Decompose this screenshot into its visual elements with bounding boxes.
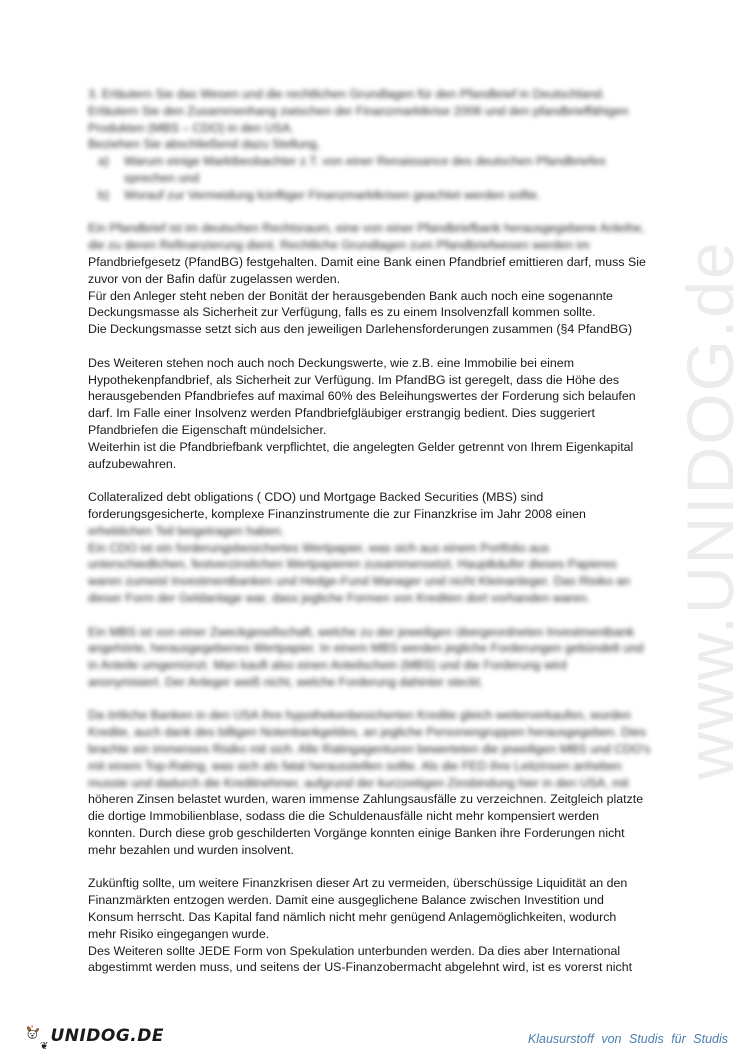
- text-line: Warum einige Marktbeobachter z.T. von einer Renaissance des deutschen Pfandbriefes: [124, 154, 606, 169]
- text-line: herausgebenden Pfandbriefes auf maximal 60% des Beleihungswertes der Forderung sich belaufen: [88, 389, 636, 404]
- text-line: in Anteile umgemünzt. Man kauft also einen Anteilschein (MBS) und die Forderung wird: [88, 658, 567, 673]
- text-line: Des Weiteren sollte JEDE Form von Spekulation unterbunden werden. Da dies aber International: [88, 943, 621, 958]
- list-marker: a): [98, 154, 110, 169]
- text-line: aufzubewahren.: [88, 456, 177, 471]
- text-line: die zu deren Refinanzierung dient. Rechtliche Grundlagen zum Pfandbriefwesen werden im: [88, 238, 590, 253]
- task-question: [88, 86, 658, 204]
- paragraph-mbs: [88, 624, 658, 691]
- paragraph-zukunft: [88, 875, 658, 976]
- text-line: anonymisiert. Der Anleger weiß nicht, welche Forderung dahinter steckt.: [88, 674, 484, 689]
- text-line: die dortige Immobilienblase, sodass die die Schuldenausfälle nicht mehr kompensiert werden: [88, 809, 600, 824]
- text-line: forderungsgesicherte, komplexe Finanzinstrumente die zur Finanzkrise im Jahr 2008 einen: [88, 506, 586, 521]
- text-line: Ein CDO ist ein forderungsbesichertes Wertpapier, was sich aus einem Portfolio aus: [88, 540, 550, 555]
- footer-slogan: Klausurstoff von Studis für Studis: [527, 1032, 728, 1046]
- text-line: 3. Erläutern Sie das Wesen und die rechtlichen Grundlagen für den Pfandbrief in Deutschland.: [88, 87, 606, 101]
- text-line: mehr Risiko eingegangen wurde.: [88, 926, 270, 941]
- text-line: Finanzmärkten entzogen werden. Damit eine ausgeglichene Balance zwischen Investition und: [88, 893, 604, 908]
- list-item: [88, 187, 658, 204]
- paragraph-cdo-mbs: [88, 489, 658, 607]
- watermark-text: www.UNIDOG.de: [673, 240, 747, 780]
- logo-text: UNIDOG.DE: [50, 1026, 164, 1046]
- text-line: dieser Form der Geldanlage war, dass jegliche Formen von Krediten dort vorhanden waren.: [88, 590, 591, 605]
- text-line: brachte ein immenses Risiko mit sich. Alle Ratingagenturen bewerteten die jeweiligen MBS und CDO's: [88, 742, 651, 757]
- list-item: [88, 153, 658, 187]
- paragraph-krise: [88, 707, 658, 858]
- text-line: mehr bezahlen und wurden insolvent.: [88, 842, 294, 857]
- text-line: abgestimmt werden muss, und seitens der US-Finanzobermacht abgelehnt wird, ist es vorerst nicht: [88, 960, 633, 975]
- text-line: darf. Im Falle einer Insolvenz werden Pfandbriefgläubiger erstrangig bedient. Dies suggeriert: [88, 406, 595, 421]
- text-line: zuvor von der Bafin dafür zugelassen werden.: [88, 271, 341, 286]
- paw-icon: ❦: [40, 1041, 49, 1052]
- text-line: Die Deckungsmasse setzt sich aus den jeweiligen Darlehensforderungen zusammen (§4 PfandBG): [88, 322, 633, 337]
- text-line: Erläutern Sie den Zusammenhang zwischen der Finanzmarktkrise 2008 und den pfandbrieffähigen: [88, 103, 629, 118]
- text-line: angehörte, herausgegebenes Wertpapier. In einem MBS werden jegliche Forderungen gebündelt und: [88, 641, 644, 656]
- text-line: waren zumeist Investmentbanken und Hedge-Fund Manager und nicht Kleinanleger. Das Risiko an: [88, 574, 631, 589]
- text-line: Ein Pfandbrief ist im deutschen Rechtsraum, eine von einer Pfandbriefbank herausgegebene Anleihe,: [88, 221, 645, 236]
- paragraph-deckungswerte: [88, 355, 658, 473]
- text-line: Weiterhin ist die Pfandbriefbank verpflichtet, die angelegten Gelder getrennt von Ihrem Eigenkapital: [88, 439, 634, 454]
- unidog-logo[interactable]: [24, 1012, 164, 1052]
- text-line: Ein MBS ist von einer Zweckgesellschaft, welche zu der jeweiligen übergeordneten Investmentbank: [88, 624, 635, 639]
- text-line: Hypothekenpfandbrief, als Sicherheit zur Verfügung. Im PfandBG ist geregelt, dass die Höhe des: [88, 372, 620, 387]
- text-line: Für den Anleger steht neben der Bonität der herausgebenden Bank auch noch eine sogenannte: [88, 288, 613, 303]
- text-line: mit einem Top-Rating, was sich als fatal herausstellen sollte. Als die FED ihre Leitzinsen anheben: [88, 758, 622, 773]
- text-line: unterschiedlichen, festverzinslichen Wertpapieren zusammensetzt. Hauptkäufer dieses Papieres: [88, 557, 617, 572]
- text-line: musste und dadurch die Kreditnehmer, aufgrund der kurzzeitigen Zinsbindung hier in den USA, mit: [88, 775, 629, 790]
- text-line: Kredite, auch dank des billigen Notenbankgeldes, an jegliche Personengruppen herausgegeben. Dies: [88, 725, 646, 740]
- dog-icon: [24, 1012, 40, 1052]
- text-line: Zukünftig sollte, um weitere Finanzkrisen dieser Art zu vermeiden, überschüssige Liquidität an den: [88, 876, 628, 891]
- text-line: Da örtliche Banken in den USA ihre hypothekenbesicherten Kredite gleich weiterverkaufen, wurden: [88, 708, 631, 723]
- text-line: Deckungsmasse als Sicherheit zur Verfügung, falls es zu einem Insolvenzfall kommen sollte.: [88, 305, 596, 320]
- text-line: Pfandbriefgesetz (PfandBG) festgehalten. Damit eine Bank einen Pfandbrief emittieren darf, muss Sie: [88, 254, 646, 269]
- list-text: [124, 187, 658, 204]
- text-line: Produkten (MBS – CDO) in den USA.: [88, 120, 294, 135]
- text-line: höheren Zinsen belastet wurden, waren immense Zahlungsausfälle zu verzeichnen. Zeitgleich platzte: [88, 792, 644, 807]
- text-line: konnten. Durch diese grob geschilderten Vorgänge konnten einige Banken ihre Forderungen nicht: [88, 826, 625, 841]
- list-marker: b): [98, 187, 110, 202]
- text-line: erheblichen Teil beigetragen haben.: [88, 523, 285, 538]
- text-line: Collateralized debt obligations ( CDO) und Mortgage Backed Securities (MBS) sind: [88, 490, 544, 505]
- text-line: sprechen und: [124, 170, 200, 185]
- paragraph-pfandbrief: [88, 220, 658, 338]
- text-line: Beziehen Sie abschließend dazu Stellung,: [88, 137, 321, 152]
- text-line: Des Weiteren stehen noch auch noch Deckungswerte, wie z.B. eine Immobilie bei einem: [88, 355, 575, 370]
- text-line: Konsum herrscht. Das Kapital fand nämlich nicht mehr genügend Anlagemöglichkeiten, wodurch: [88, 910, 617, 925]
- text-line: Worauf zur Vermeidung künftiger Finanzmarktkrisen geachtet werden sollte.: [124, 187, 541, 202]
- text-line: Pfandbriefen die Eigenschaft mündelsicher.: [88, 422, 327, 437]
- document-body: [88, 86, 658, 993]
- list-text: [124, 153, 658, 187]
